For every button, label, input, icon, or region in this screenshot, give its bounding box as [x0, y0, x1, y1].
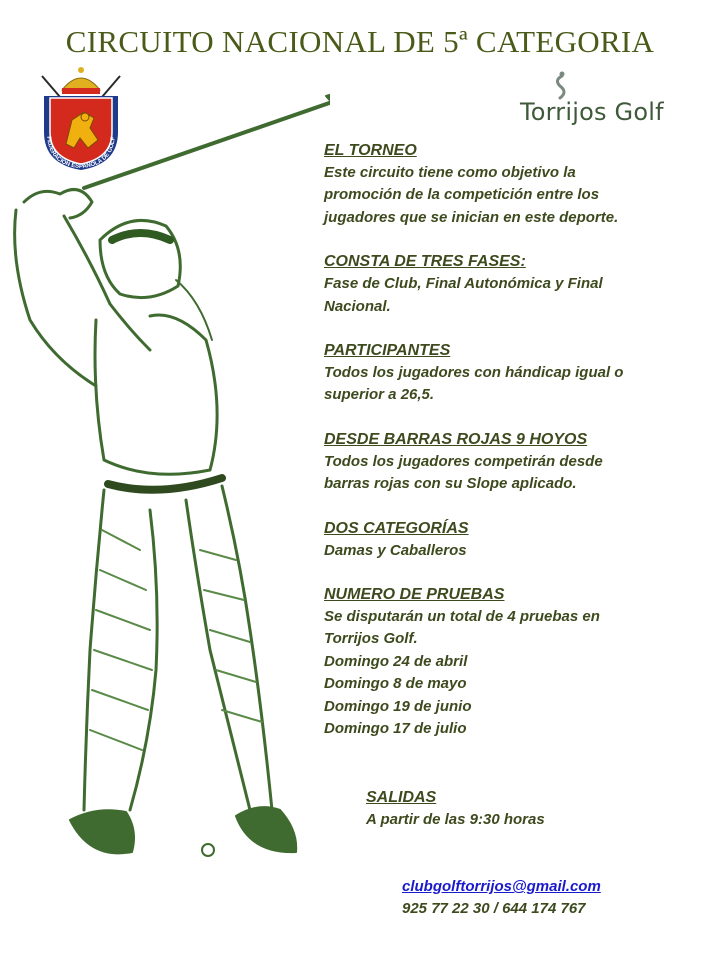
section-fases: [324, 251, 654, 318]
section-salidas: [366, 787, 545, 831]
tournament-info: [324, 140, 654, 763]
section-line: promoción de la competición entre los: [324, 186, 600, 204]
section-barras-rojas: [324, 429, 654, 496]
federation-ring-text: FEDERACIÓN ESPAÑOLA DE GOLF: [45, 136, 117, 171]
section-line: Este circuito tiene como objetivo la: [324, 164, 576, 181]
section-categorias: [324, 518, 654, 562]
golfer-illustration: [0, 90, 330, 870]
section-heading: NUMERO DE PRUEBAS: [324, 586, 505, 604]
date-line: Domingo 17 de julio: [324, 720, 467, 738]
section-line: Damas y Caballeros: [324, 541, 467, 559]
section-pruebas: [324, 584, 654, 740]
contact-block: [402, 876, 601, 920]
torrijos-golf-logo-text: Torrijos Golf: [520, 98, 664, 126]
phone-numbers: 925 77 22 30 / 644 174 767: [402, 900, 586, 917]
section-line: superior a 26,5.: [324, 386, 435, 404]
section-line: Todos los jugadores competirán desde: [324, 452, 603, 470]
section-line: Todos los jugadores con hándicap igual o: [324, 364, 624, 382]
page-title: CIRCUITO NACIONAL DE 5ª CATEGORIA: [65, 24, 655, 59]
section-el-torneo: [324, 140, 654, 229]
salidas-text: A partir de las 9:30 horas: [366, 811, 545, 828]
section-heading: DESDE BARRAS ROJAS 9 HOYOS: [324, 430, 588, 448]
date-line: Domingo 19 de junio: [324, 697, 472, 715]
salidas-heading: SALIDAS: [366, 789, 437, 806]
section-line: Torrijos Golf.: [324, 630, 418, 648]
section-line: Se disputarán un total de 4 pruebas en: [324, 608, 600, 626]
section-line: Nacional.: [324, 297, 391, 315]
section-line: jugadores que se inician en este deporte.: [324, 208, 619, 226]
date-line: Domingo 24 de abril: [324, 652, 468, 670]
section-heading: DOS CATEGORÍAS: [324, 519, 469, 537]
section-heading: CONSTA DE TRES FASES:: [324, 253, 526, 271]
email-link[interactable]: clubgolftorrijos@gmail.com: [402, 878, 601, 895]
section-participantes: [324, 340, 654, 407]
section-line: Fase de Club, Final Autonómica y Final: [324, 275, 603, 293]
date-line: Domingo 8 de mayo: [324, 675, 467, 693]
section-line: barras rojas con su Slope aplicado.: [324, 475, 577, 493]
section-heading: EL TORNEO: [324, 142, 417, 159]
section-heading: PARTICIPANTES: [324, 342, 451, 360]
